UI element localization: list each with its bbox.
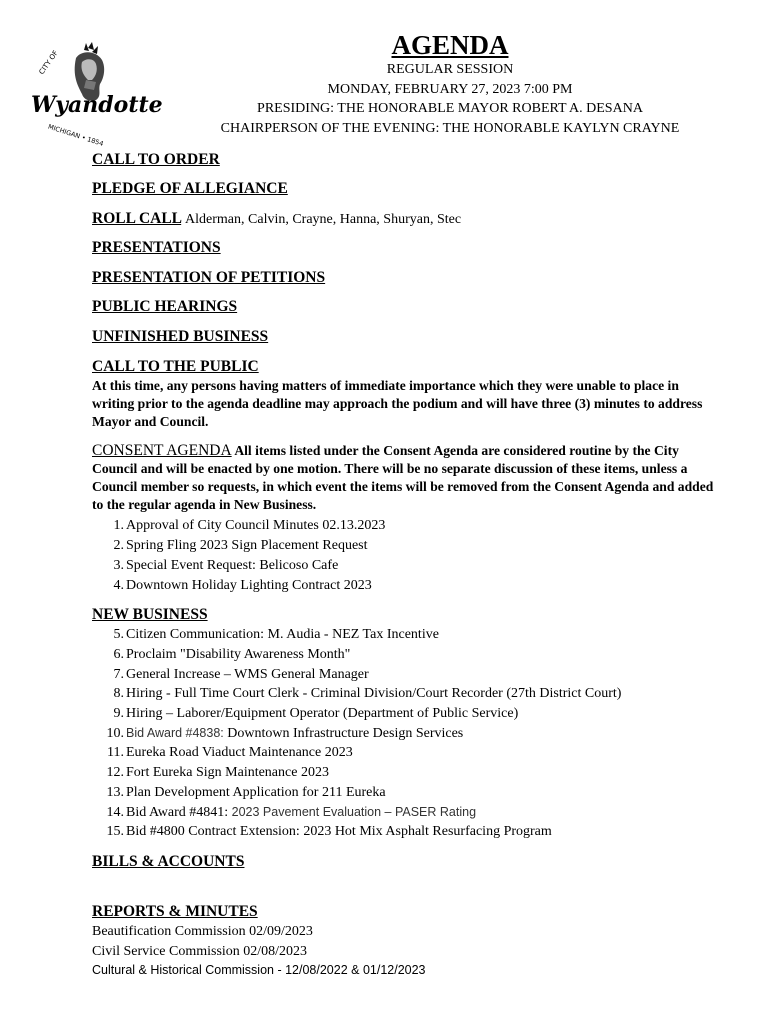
list-item: 6. Proclaim "Disability Awareness Month" bbox=[113, 647, 351, 662]
presiding-line: PRESIDING: THE HONORABLE MAYOR ROBERT A. DESANA bbox=[257, 101, 643, 116]
list-item: 1. Approval of City Council Minutes 02.13.2023 bbox=[113, 518, 386, 533]
report-item: Cultural & Historical Commission - 12/08/2022 & 01/12/2023 bbox=[92, 963, 426, 977]
list-item: 11. Eureka Road Viaduct Maintenance 2023 bbox=[107, 745, 353, 760]
city-logo bbox=[26, 40, 163, 148]
list-item: 10. Bid Award #4838: Downtown Infrastructure Design Services bbox=[106, 726, 464, 741]
heading-reports-minutes: REPORTS & MINUTES bbox=[92, 903, 258, 920]
roll-call-names: Alderman, Calvin, Crayne, Hanna, Shuryan, Stec bbox=[185, 212, 462, 227]
list-item: 13. Plan Development Application for 211 Eureka bbox=[106, 785, 386, 800]
report-item: Civil Service Commission 02/08/2023 bbox=[92, 944, 308, 959]
heading-call-to-public: CALL TO THE PUBLIC bbox=[92, 358, 259, 375]
list-item: 12. Fort Eureka Sign Maintenance 2023 bbox=[106, 765, 329, 780]
chairperson-line: CHAIRPERSON OF THE EVENING: THE HONORABLE KAYLYN CRAYNE bbox=[220, 120, 680, 136]
report-item: Beautification Commission 02/09/2023 bbox=[92, 924, 313, 939]
consent-agenda-block bbox=[92, 442, 714, 514]
list-item: 3. Special Event Request: Belicoso Cafe bbox=[113, 558, 339, 573]
list-item: 4. Downtown Holiday Lighting Contract 2023 bbox=[113, 578, 372, 593]
heading-presentations: PRESENTATIONS bbox=[92, 239, 221, 256]
heading-new-business: NEW BUSINESS bbox=[92, 606, 208, 623]
heading-unfinished-business: UNFINISHED BUSINESS bbox=[92, 328, 269, 345]
session-type: REGULAR SESSION bbox=[386, 62, 514, 77]
list-item: 15. Bid #4800 Contract Extension: 2023 Hot Mix Asphalt Resurfacing Program bbox=[106, 824, 552, 839]
logo-wordmark: Wyandotte bbox=[31, 92, 163, 118]
heading-call-to-order: CALL TO ORDER bbox=[92, 151, 220, 168]
list-item: 8. Hiring - Full Time Court Clerk - Criminal Division/Court Recorder (27th District Court) bbox=[113, 686, 622, 701]
list-item: 9. Hiring – Laborer/Equipment Operator (Department of Public Service) bbox=[113, 706, 519, 721]
call-to-public-text: At this time, any persons having matters of immediate importance which they were unable to place in writing prior to the agenda deadline may approach the podium and will have three (3) minutes to address Mayor and Council. bbox=[92, 378, 703, 429]
page-title: AGENDA bbox=[391, 30, 509, 60]
list-item: 2. Spring Fling 2023 Sign Placement Request bbox=[113, 538, 368, 553]
svg-text:MICHIGAN • 1854: MICHIGAN • 1854 bbox=[47, 122, 105, 148]
list-item: 5. Citizen Communication: M. Audia - NEZ Tax Incentive bbox=[113, 627, 439, 642]
list-item: 14. Bid Award #4841: 2023 Pavement Evaluation – PASER Rating bbox=[106, 805, 477, 820]
roll-call-line bbox=[92, 209, 461, 229]
consent-agenda-text: All items listed under the Consent Agenda are considered routine by the City Council and will be enacted by one motion. There will be no separate discussion of these items, unless a Council member so requests, in which event the items will be removed from the Consent Agenda and added to the regular agenda in New Business. bbox=[92, 443, 714, 512]
heading-public-hearings: PUBLIC HEARINGS bbox=[92, 298, 238, 315]
heading-bills-accounts: BILLS & ACCOUNTS bbox=[92, 853, 245, 870]
heading-petitions: PRESENTATION OF PETITIONS bbox=[92, 269, 326, 286]
heading-consent-agenda: CONSENT AGENDA bbox=[92, 442, 232, 459]
heading-roll-call: ROLL CALL bbox=[92, 210, 182, 227]
list-item: 7. General Increase – WMS General Manager bbox=[113, 667, 369, 682]
heading-pledge: PLEDGE OF ALLEGIANCE bbox=[92, 180, 288, 197]
meeting-date: MONDAY, FEBRUARY 27, 2023 7:00 PM bbox=[327, 81, 573, 97]
agenda-header bbox=[130, 30, 770, 138]
svg-text:CITY OF: CITY OF bbox=[37, 49, 60, 77]
